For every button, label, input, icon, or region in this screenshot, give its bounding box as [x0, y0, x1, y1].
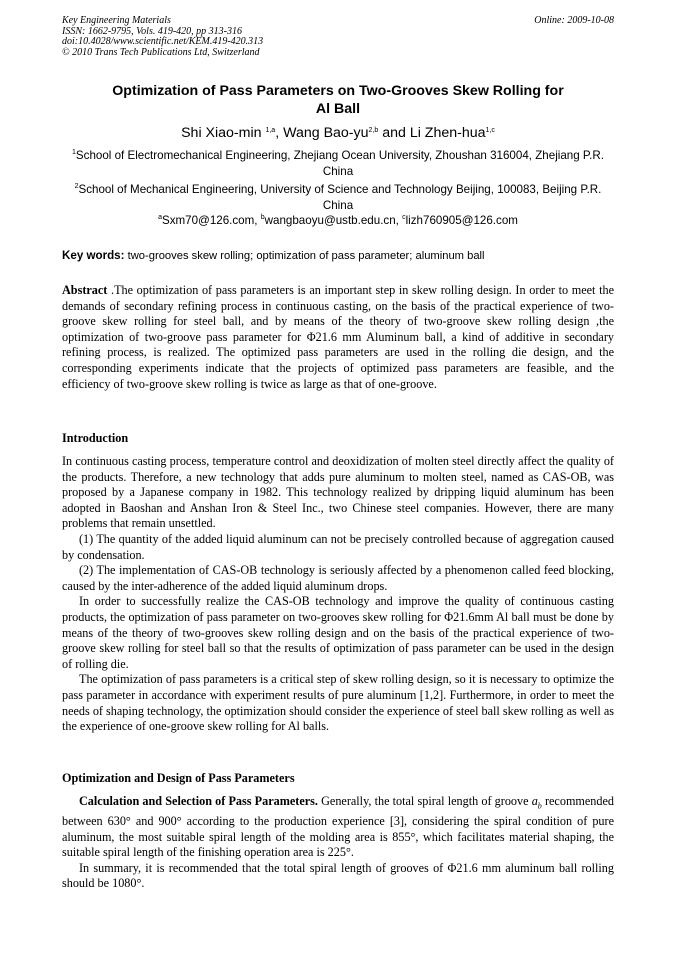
groove-variable-sub: b	[537, 801, 542, 811]
title-line-2: Al Ball	[315, 101, 361, 117]
introduction-heading: Introduction	[62, 431, 129, 445]
opt-paragraph-1	[62, 794, 614, 861]
email-b-sup: b	[260, 214, 265, 221]
title-line-1: Optimization of Pass Parameters on Two-Grooves Skew Rolling for	[112, 83, 564, 99]
optimization-heading: Optimization and Design of Pass Parameters	[62, 771, 295, 785]
author-2: , Wang Bao-yu	[275, 125, 369, 141]
intro-paragraph-5: The optimization of pass parameters is a critical step of skew rolling design, so it is necessary to optimize the pass parameter in accordance with experiment results of pure aluminum [1,2]. Furthermore, in order to meet the needs of shaping technology, the optimization should consider the experience of steel ball skew rolling as well as the experience of one-groove skew rolling for Al balls.	[62, 672, 614, 734]
author-1: Shi Xiao-min	[181, 125, 266, 141]
affiliation-1-text: School of Electromechanical Engineering, Zhejiang Ocean University, Zhoushan 316004, Zhejiang P.R. China	[75, 149, 604, 178]
keywords	[62, 248, 614, 264]
opt-subheading: Calculation and Selection of Pass Parameters.	[79, 794, 318, 808]
copyright-line: © 2010 Trans Tech Publications Ltd, Switzerland	[62, 46, 260, 58]
email-b[interactable]: wangbaoyu@ustb.edu.cn,	[264, 214, 403, 227]
affiliation-1	[62, 148, 614, 179]
affiliation-2-sup: 2	[74, 183, 79, 190]
opt-paragraph-2: In summary, it is recommended that the total spiral length of grooves of Φ21.6 mm aluminum ball rolling should be 1080°.	[62, 860, 614, 891]
affiliation-2-text: School of Mechanical Engineering, University of Science and Technology Beijing, 100083, Beijing P.R. China	[78, 183, 602, 212]
email-line	[62, 213, 614, 228]
abstract-text: .The optimization of pass parameters is an important step in skew rolling design. In order to meet the demands of secondary refining process in continuous casting, on the basis of the practical experience of two-groove skew rolling for steel ball, and by means of the theory of two-groove skew rolling design ,the optimization of two-groove pass parameter for Φ21.6 mm Aluminum ball, a kind of additive in secondary refining process, is realized. The optimized pass parameters are used in the rolling die design, and the corresponding experiments indicate that the projects of optimized pass parameters are feasible, and the efficiency of two-groove skew rolling is twice as large as that of one-groove.	[62, 283, 614, 391]
intro-paragraph-3: (2) The implementation of CAS-OB technology is seriously affected by a phenomenon called feed blocking, caused by the inter-adherence of the added liquid aluminum drops.	[62, 563, 614, 593]
doi-line: doi:10.4028/www.scientific.net/KEM.419-420.313	[62, 36, 264, 47]
introduction-body	[62, 454, 614, 735]
author-3: and Li Zhen-hua	[378, 125, 486, 141]
email-c-sup: c	[402, 214, 406, 221]
author-2-sup: 2,b	[368, 127, 379, 134]
intro-paragraph-1: In continuous casting process, temperature control and deoxidization of molten steel directly affect the quality of the products. Therefore, a new technology that adds pure aluminum to molten steel, named as CAS-OB, was proposed by a Japanese company in 1982. This technology realized by dripping liquid aluminum has been adopted in Baoshan and Anshan Iron & Steel Inc., two Chinese steel companies. However, there are many problems that remain unsettled.	[62, 454, 614, 531]
affiliation-2	[62, 182, 614, 213]
affiliation-1-sup: 1	[72, 149, 76, 156]
author-3-sup: 1,c	[485, 127, 495, 134]
online-date: Online: 2009-10-08	[534, 15, 614, 26]
issn-line: ISSN: 1662-9795, Vols. 419-420, pp 313-316	[62, 25, 242, 37]
intro-paragraph-4: In order to successfully realize the CAS-OB technology and improve the quality of continuous casting products, the optimization of pass parameter on two-grooves skew rolling for Φ21.6mm Al ball must be done by means of the theory of two-grooves skew rolling design and on the basis of the practical experience of two-groove skew rolling for steel ball so that the results of optimization of pass parameter can be used in the design of rolling die.	[62, 594, 614, 671]
author-1-sup: 1,a	[265, 127, 276, 134]
author-list	[62, 124, 614, 142]
abstract-label: Abstract	[62, 283, 108, 297]
email-c[interactable]: lizh760905@126.com	[405, 214, 518, 227]
email-a-sup: a	[158, 214, 162, 221]
keywords-text: two-grooves skew rolling; optimization of pass parameter; aluminum ball	[124, 250, 485, 262]
abstract	[62, 283, 614, 392]
keywords-label: Key words:	[62, 249, 125, 262]
paper-title	[62, 82, 614, 118]
opt-paragraph-1-b: recommended between 630° and 900° according to the production experience [3], considering the spiral condition of pure aluminum, the most suitable spiral length of the molding area is 855°, which facilitates material shaping, the suitable spiral length of the finishing operation area is 225°.	[62, 794, 614, 860]
optimization-body	[62, 794, 614, 892]
journal-header	[62, 16, 263, 58]
intro-paragraph-2: (1) The quantity of the added liquid aluminum can not be precisely controlled because of aggregation caused by condensation.	[62, 531, 614, 562]
email-a[interactable]: Sxm70@126.com,	[161, 214, 261, 227]
journal-name: Key Engineering Materials	[62, 15, 171, 26]
opt-paragraph-1-a: Generally, the total spiral length of groove	[317, 794, 532, 808]
groove-variable: a	[531, 794, 538, 808]
